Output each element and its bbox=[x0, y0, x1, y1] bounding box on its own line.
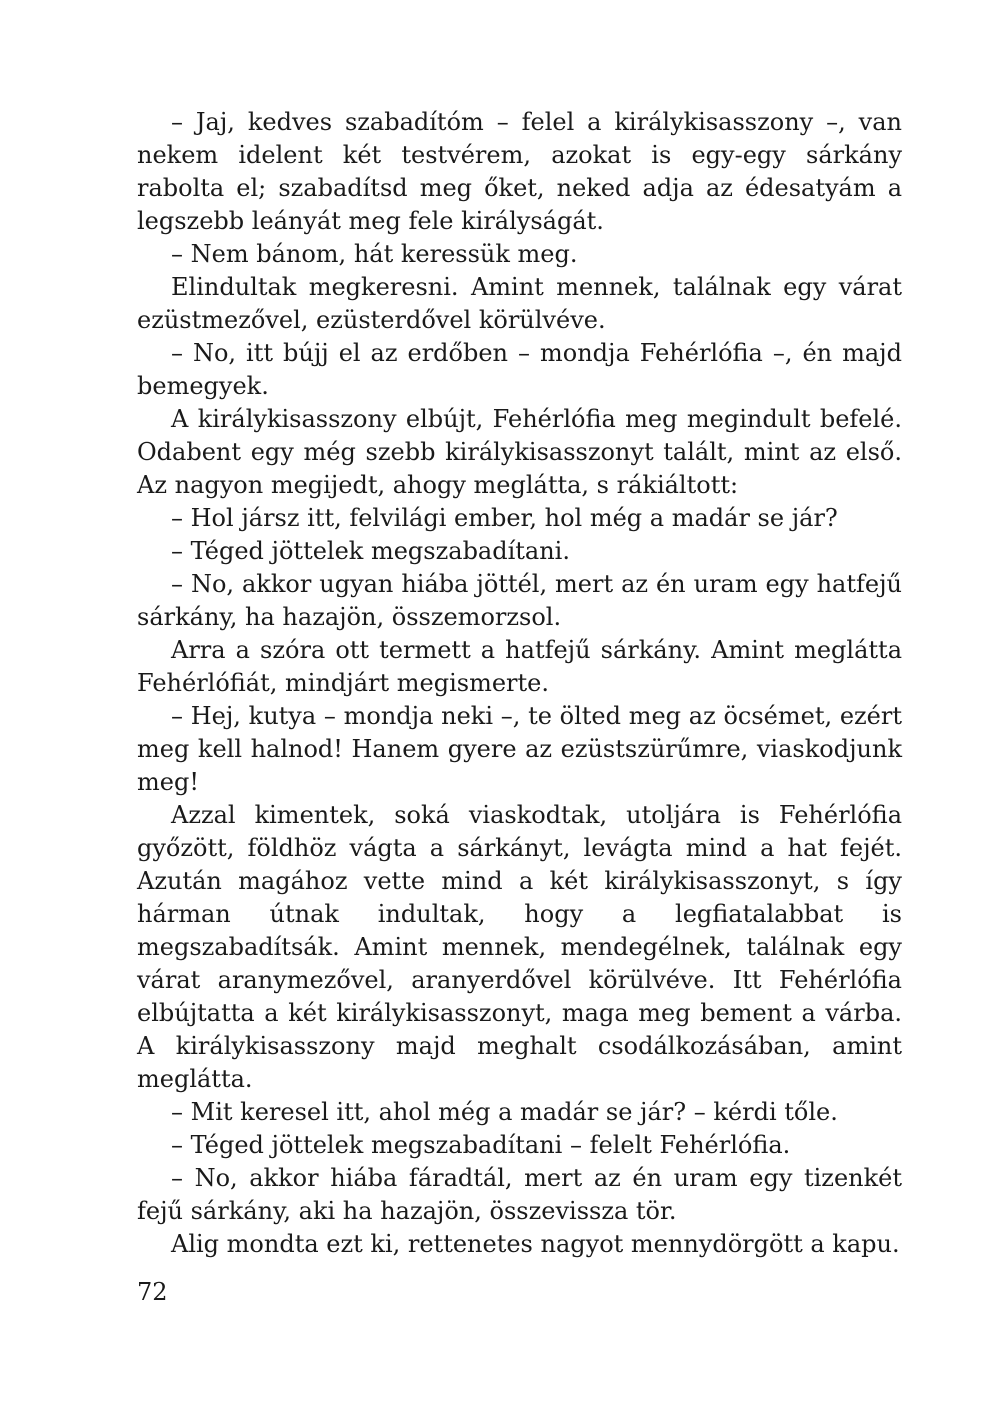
paragraph: Azzal kimentek, soká viaskodtak, utoljára is Fehérlófia győzött, földhöz vágta a sárkányt, levágta mind a hat fejét. Azután magához vette mind a két királykisasszonyt, s így hárman útnak indultak, hogy a legfiatalabbat is megszabadítsák. Amint mennek, mendegélnek, találnak egy várat aranymezővel, aranyerdővel körülvéve. Itt Fehérlófia elbújtatta a két királykisasszonyt, maga meg bement a várba. A királykisasszony majd meghalt csodálkozásában, amint meglátta. bbox=[137, 801, 902, 1093]
page-number: 72 bbox=[137, 1278, 168, 1306]
body-text bbox=[137, 106, 902, 1261]
paragraph: – No, itt bújj el az erdőben – mondja Fehérlófia –, én majd bemegyek. bbox=[137, 339, 902, 400]
paragraph: – Jaj, kedves szabadítóm – felel a királykisasszony –, van nekem idelent két testvérem, azokat is egy-egy sárkány rabolta el; szabadítsd meg őket, neked adja az édesatyám a legszebb leányát meg fele királyságát. bbox=[137, 108, 902, 235]
paragraph: – Hol jársz itt, felvilági ember, hol még a madár se jár? bbox=[171, 504, 838, 532]
paragraph: – Téged jöttelek megszabadítani. bbox=[171, 537, 570, 565]
paragraph: – Mit keresel itt, ahol még a madár se jár? – kérdi tőle. bbox=[171, 1098, 838, 1126]
paragraph: Arra a szóra ott termett a hatfejű sárkány. Amint meglátta Fehérlófiát, mindjárt megismerte. bbox=[137, 636, 902, 697]
paragraph: Alig mondta ezt ki, rettenetes nagyot mennydörgött a kapu. bbox=[171, 1230, 900, 1258]
paragraph: Elindultak megkeresni. Amint mennek, találnak egy várat ezüstmezővel, ezüsterdővel körülvéve. bbox=[137, 273, 902, 334]
paragraph: – No, akkor hiába fáradtál, mert az én uram egy tizenkét fejű sárkány, aki ha hazajön, összevissza tör. bbox=[137, 1164, 902, 1225]
paragraph: – Téged jöttelek megszabadítani – felelt Fehérlófia. bbox=[171, 1131, 791, 1159]
paragraph: A királykisasszony elbújt, Fehérlófia meg megindult befelé. Odabent egy még szebb királykisasszonyt talált, mint az első. Az nagyon megijedt, ahogy meglátta, s rákiáltott: bbox=[137, 405, 902, 499]
paragraph: – Nem bánom, hát keressük meg. bbox=[171, 240, 578, 268]
paragraph: – Hej, kutya – mondja neki –, te ölted meg az öcsémet, ezért meg kell halnod! Hanem gyere az ezüstszürűmre, viaskodjunk meg! bbox=[137, 702, 902, 796]
paragraph: – No, akkor ugyan hiába jöttél, mert az én uram egy hatfejű sárkány, ha hazajön, összemorzsol. bbox=[137, 570, 902, 631]
